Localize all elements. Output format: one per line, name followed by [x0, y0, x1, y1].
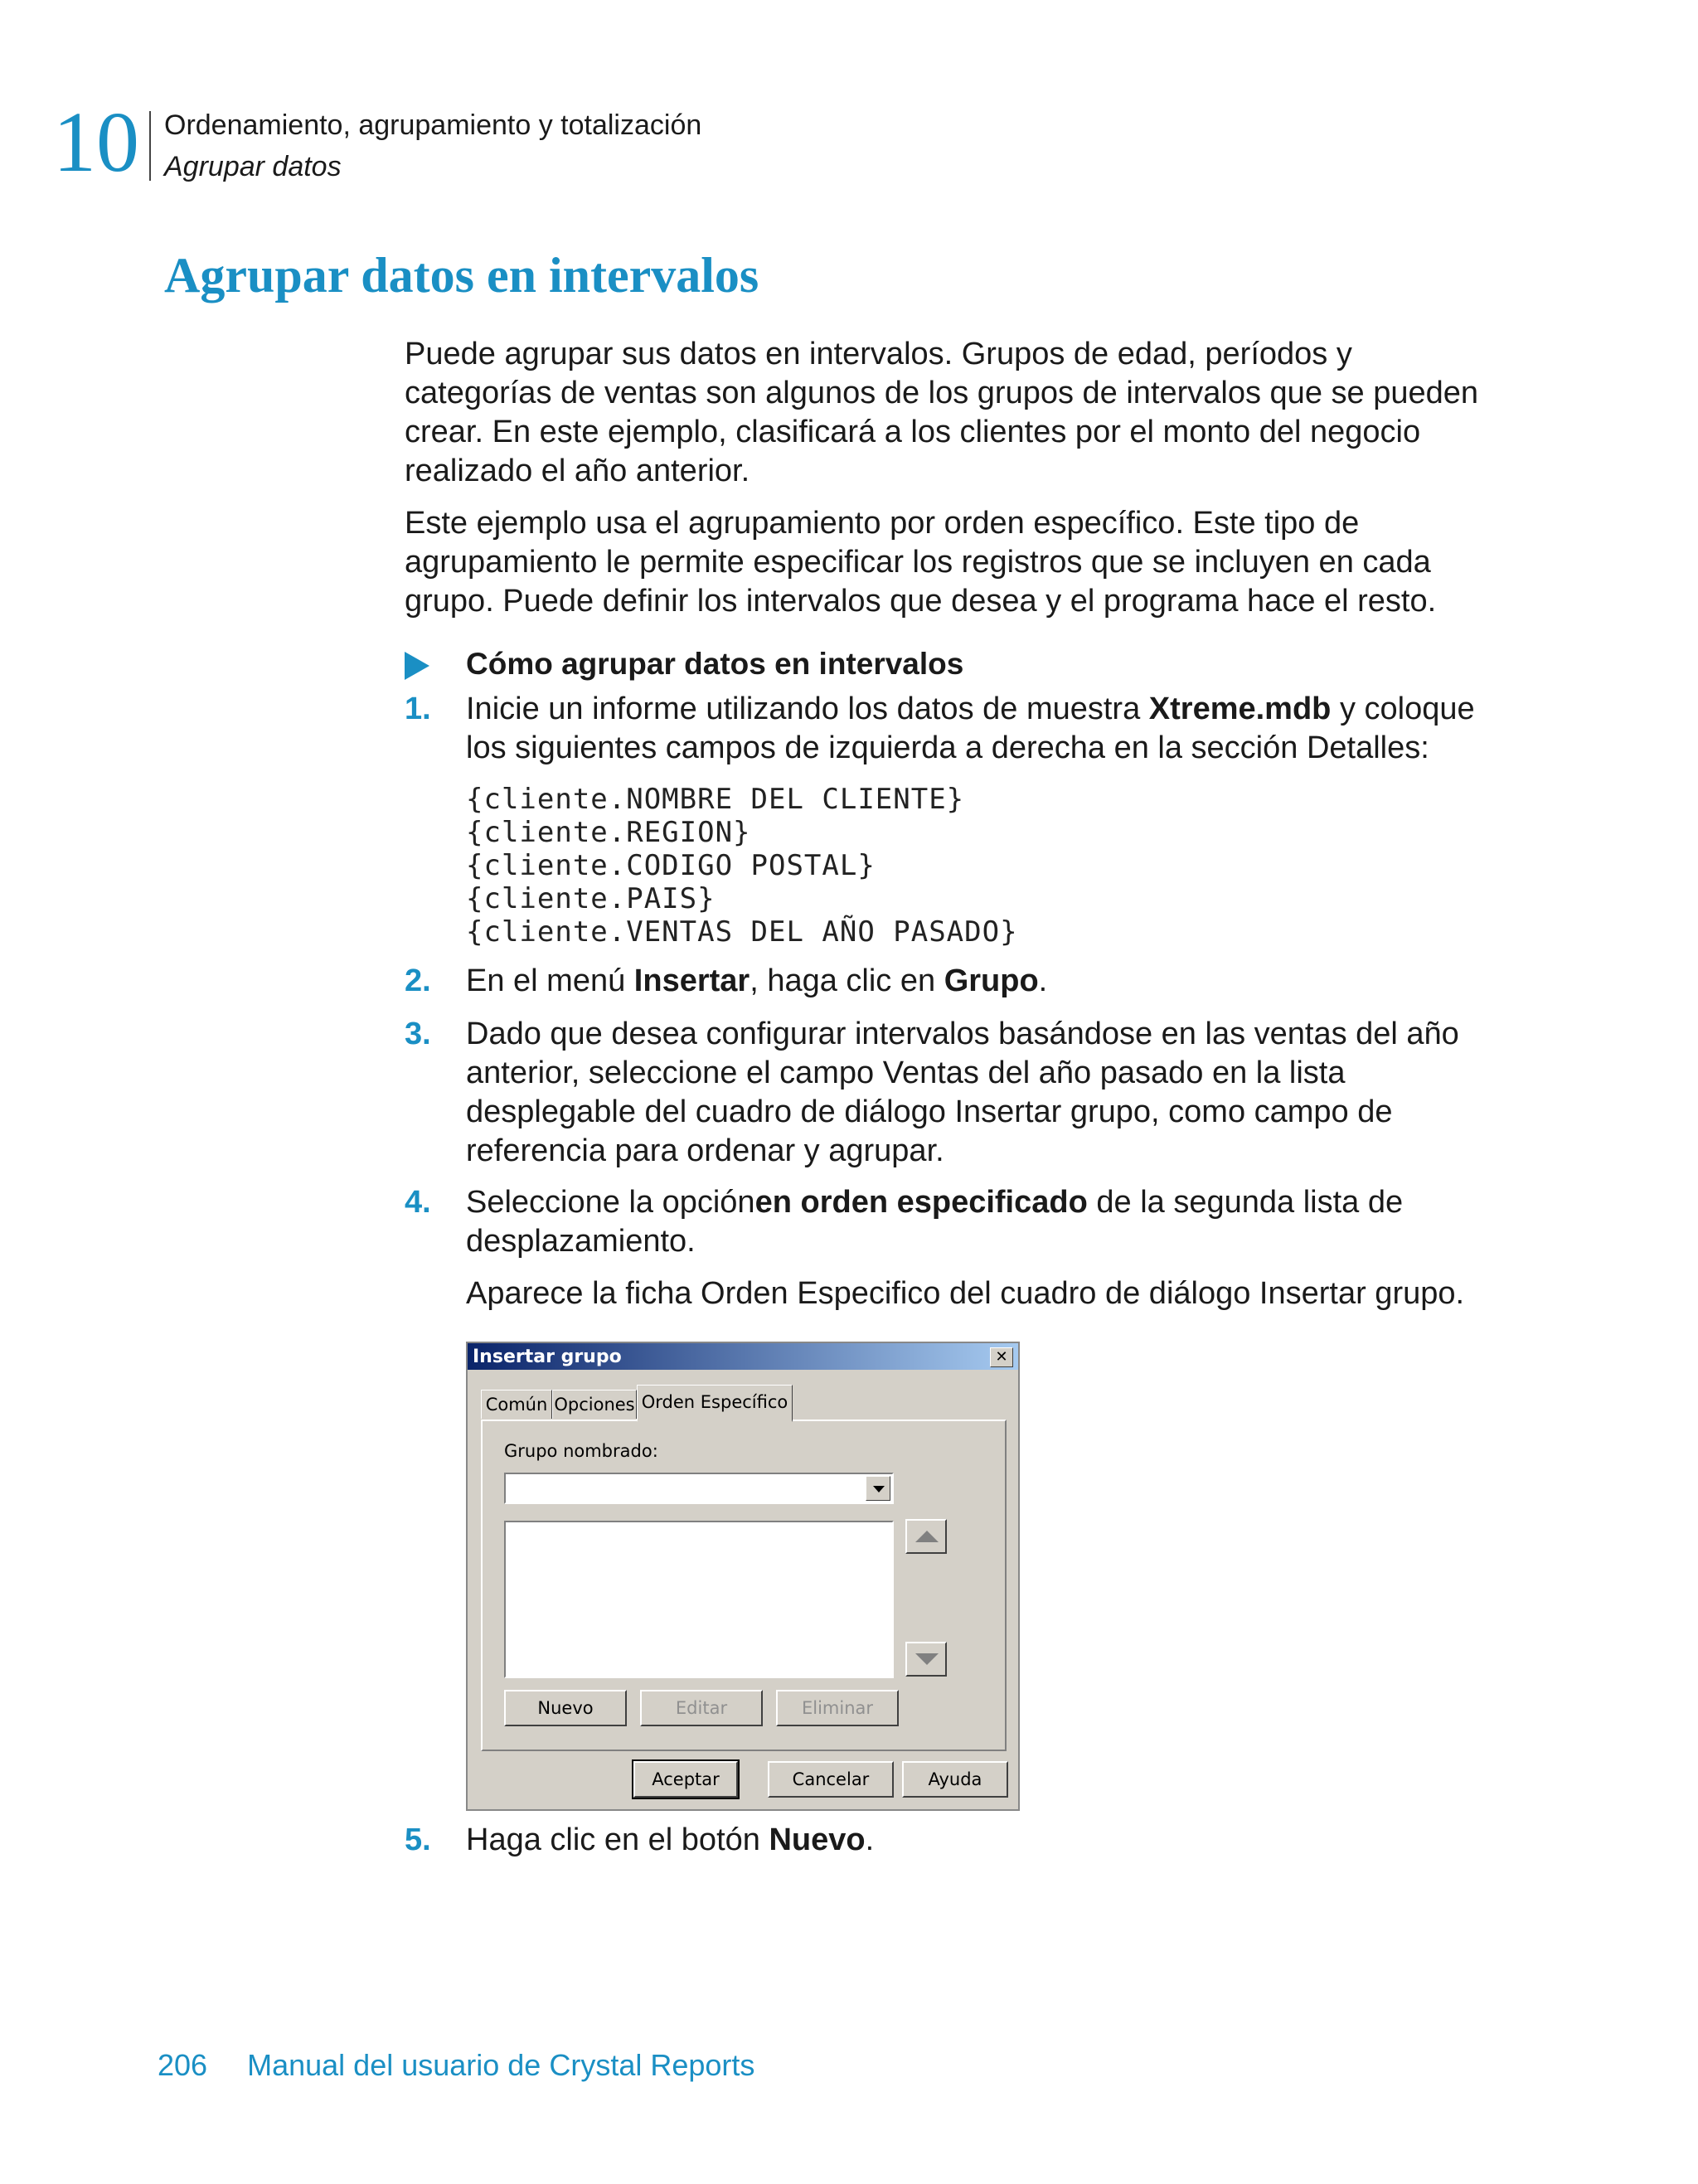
section-subtitle: Agrupar datos: [164, 151, 342, 182]
intro-paragraph: Puede agrupar sus datos en intervalos. Grupos de edad, períodos y categorías de ventas son algunos de los grupos de intervalos que se pueden crear. En este ejemplo, clasificará a los clientes por el monto del negocio realizado el año anterior.: [405, 337, 1479, 488]
tab-orden-especifico[interactable]: Orden Específico: [637, 1385, 793, 1422]
chapter-title: Ordenamiento, agrupamiento y totalización: [164, 109, 702, 141]
chevron-down-icon[interactable]: [866, 1476, 890, 1501]
step-text-part: Haga clic en el botón: [466, 1822, 769, 1857]
group-name-combo[interactable]: [504, 1473, 894, 1504]
edit-button[interactable]: Editar: [640, 1690, 763, 1726]
triangle-bullet-icon: [405, 652, 429, 680]
step-text-part: Seleccione la opción: [466, 1185, 755, 1220]
ok-button[interactable]: Aceptar: [633, 1761, 738, 1798]
step-text-bold: Grupo: [944, 963, 1039, 998]
page-number: 206: [158, 2048, 208, 2082]
step-text-bold: Xtreme.mdb: [1148, 692, 1332, 726]
step-3: [405, 1015, 1516, 1172]
step-number: 1.: [405, 692, 431, 726]
step-text-part: En el menú: [466, 963, 634, 998]
code-line: {cliente.REGION}: [466, 816, 751, 849]
step-number: 4.: [405, 1185, 431, 1220]
move-down-button[interactable]: [905, 1642, 947, 1677]
step-text-part: y coloque los siguientes campos de izquierda a derecha en la sección Detalles:: [466, 692, 1475, 765]
chapter-number: 10: [53, 95, 139, 190]
step-text-bold: en orden especificado: [754, 1185, 1088, 1220]
step-number: 5.: [405, 1822, 431, 1857]
step-5: [405, 1821, 1516, 1862]
move-up-button[interactable]: [905, 1519, 947, 1554]
new-button[interactable]: Nuevo: [504, 1690, 627, 1726]
cancel-button[interactable]: Cancelar: [768, 1761, 894, 1798]
step-text: [466, 962, 1516, 1001]
code-line: {cliente.CODIGO POSTAL}: [466, 849, 876, 882]
step-note: Aparece la ficha Orden Especifico del cuadro de diálogo Insertar grupo.: [466, 1276, 1465, 1311]
tab-opciones[interactable]: Opciones: [552, 1390, 637, 1419]
step-text-bold: Nuevo: [769, 1822, 866, 1857]
step-1: [405, 690, 1516, 773]
step-text: [466, 690, 1516, 768]
code-line: {cliente.NOMBRE DEL CLIENTE}: [466, 783, 965, 816]
delete-button[interactable]: Eliminar: [776, 1690, 899, 1726]
step-text-part: , haga clic en: [750, 963, 944, 998]
step-text: Dado que desea configurar intervalos basándose en las ventas del año anterior, seleccione el campo Ventas del año pasado en la lista desplegable del cuadro de diálogo Insertar grupo, como campo de referencia para ordenar y agrupar.: [466, 1017, 1459, 1168]
insert-group-dialog: [466, 1342, 1020, 1811]
step-number: 2.: [405, 963, 431, 998]
group-name-label: Grupo nombrado:: [504, 1441, 658, 1461]
page-footer: [158, 2048, 754, 2083]
dialog-titlebar: [468, 1343, 1018, 1370]
code-line: {cliente.VENTAS DEL AÑO PASADO}: [466, 915, 1018, 949]
step-number: 3.: [405, 1017, 431, 1051]
method-paragraph: Este ejemplo usa el agrupamiento por orden específico. Este tipo de agrupamiento le permite especificar los registros que se incluyen en cada grupo. Puede definir los intervalos que desea y el programa hace el resto.: [405, 506, 1437, 619]
group-listbox[interactable]: [504, 1521, 894, 1678]
code-line: {cliente.PAIS}: [466, 882, 716, 915]
tab-comun[interactable]: Común: [481, 1390, 552, 1419]
step-4: [405, 1183, 1516, 1316]
step-text-part: de la segunda lista de desplazamiento.: [466, 1185, 1404, 1259]
page-title: Agrupar datos en intervalos: [164, 248, 759, 303]
code-block: [466, 783, 1018, 949]
close-icon[interactable]: ✕: [990, 1347, 1013, 1367]
step-text-part: Inicie un informe utilizando los datos de muestra: [466, 692, 1149, 726]
step-text-part: .: [865, 1822, 875, 1857]
procedure-title: Cómo agrupar datos en intervalos: [466, 647, 964, 681]
step-text-part: .: [1038, 963, 1048, 998]
step-text: [466, 1183, 1516, 1313]
step-2: [405, 962, 1516, 1003]
dialog-title: Insertar grupo: [473, 1347, 622, 1367]
step-text-bold: Insertar: [633, 963, 750, 998]
footer-title: Manual del usuario de Crystal Reports: [247, 2048, 755, 2082]
help-button[interactable]: Ayuda: [902, 1761, 1008, 1798]
step-text: [466, 1821, 1516, 1860]
chapter-divider: [149, 111, 151, 181]
